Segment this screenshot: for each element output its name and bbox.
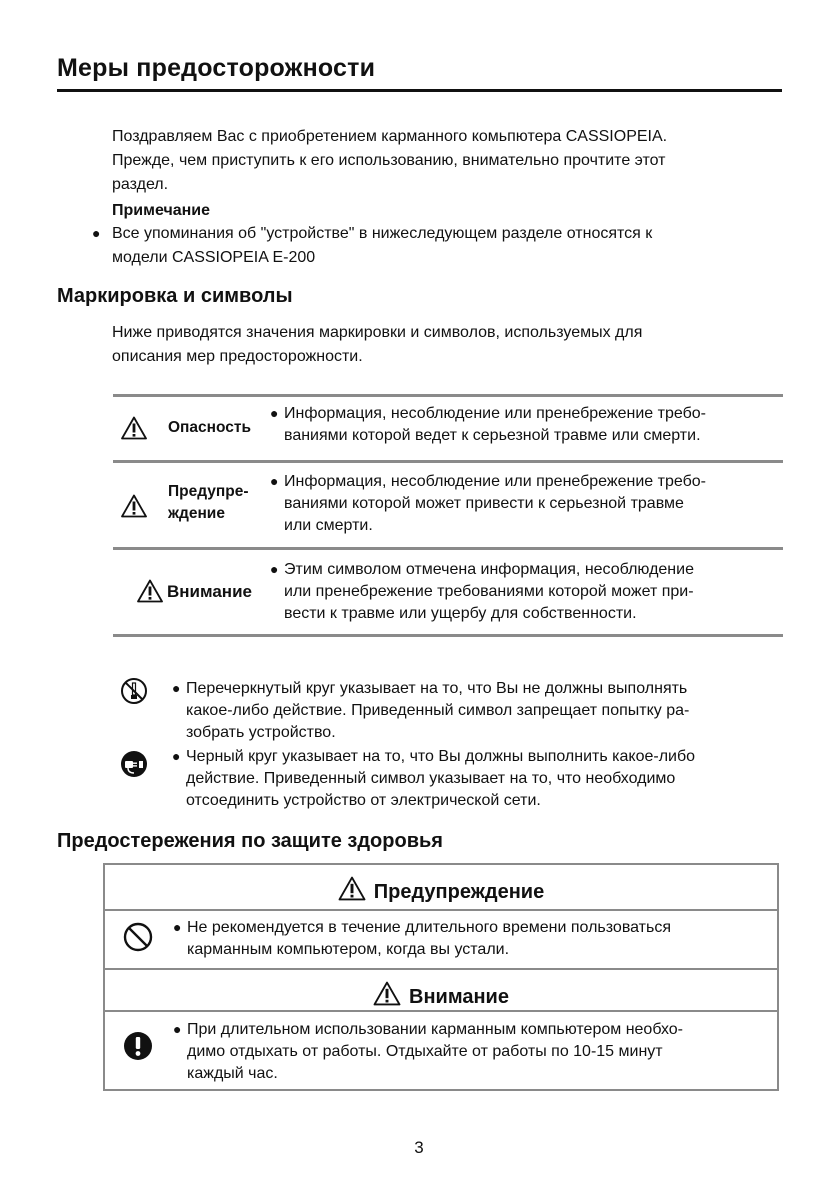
divider <box>113 634 783 637</box>
note-line-1: Все упоминания об "устройстве" в нижеследующем разделе относятся к <box>112 225 653 242</box>
danger-desc-line-1: Информация, несоблюдение или пренебрежение требо- <box>284 405 706 422</box>
note-line-2: модели CASSIOPEIA E-200 <box>112 249 316 266</box>
caution-text-line-3: каждый час. <box>187 1065 278 1082</box>
warning-header <box>105 876 777 904</box>
label-warning-line-1: Предупре- <box>168 483 249 500</box>
prohibited-icon <box>123 922 153 952</box>
bullet-icon: ● <box>172 680 181 696</box>
divider <box>105 909 777 911</box>
symbol-2-line-2: действие. Приведенный символ указывает на то, что необходимо <box>186 770 676 787</box>
symbol-1-line-1: Перечеркнутый круг указывает на то, что Вы не должны выполнять <box>186 680 688 697</box>
section-heading-marking: Маркировка и символы <box>57 285 293 307</box>
caution-header <box>105 981 777 1009</box>
label-caution: Внимание <box>167 582 252 601</box>
caution-text-line-2: димо отдыхать от работы. Отдыхайте от работы по 10-15 минут <box>187 1043 663 1060</box>
bullet-icon: ● <box>173 919 182 935</box>
warning-title: Предупреждение <box>373 881 545 903</box>
title-underline <box>57 89 782 92</box>
warning-triangle-icon <box>121 416 147 440</box>
warning-text-line-1: Не рекомендуется в течение длительного времени пользоваться <box>187 919 672 936</box>
page-number: 3 <box>414 1138 424 1157</box>
divider <box>105 1010 777 1012</box>
bullet-icon: ● <box>270 405 279 421</box>
bullet-icon: ● <box>270 473 279 489</box>
intro-line-2: Прежде, чем приступить к его использованию, внимательно прочтите этот <box>112 152 666 169</box>
intro-line-3: раздел. <box>112 176 169 193</box>
caution-title: Внимание <box>409 986 509 1008</box>
note-label: Примечание <box>112 202 211 219</box>
caution-desc-line-2: или пренебрежение требованиями которой может при- <box>284 583 694 600</box>
bullet-icon: ● <box>92 225 101 241</box>
health-warning-box <box>103 863 779 1091</box>
label-warning-line-2: ждение <box>168 505 225 522</box>
unplug-icon <box>120 750 148 778</box>
bullet-icon: ● <box>270 561 279 577</box>
intro-line-1: Поздравляем Вас с приобретением карманного комьпютера CASSIOPEIA. <box>112 128 668 145</box>
caution-text-line-1: При длительном использовании карманным компьютером необхо- <box>187 1021 683 1038</box>
caution-desc-line-1: Этим символом отмечена информация, несоблюдение <box>284 561 694 578</box>
divider <box>113 547 783 550</box>
bullet-icon: ● <box>172 748 181 764</box>
mandatory-action-icon <box>123 1031 153 1061</box>
danger-desc-line-2: ваниями которой ведет к серьезной травме или смерти. <box>284 427 701 444</box>
marking-intro-line-2: описания мер предосторожности. <box>112 348 363 365</box>
bullet-icon: ● <box>173 1021 182 1037</box>
warning-desc-line-1: Информация, несоблюдение или пренебрежение требо- <box>284 473 706 490</box>
warning-triangle-icon <box>338 876 366 901</box>
symbol-1-line-2: какое-либо действие. Приведенный символ запрещает попытку ра- <box>186 702 690 719</box>
label-danger: Опасность <box>168 419 252 436</box>
symbol-2-line-3: отсоединить устройство от электрической сети. <box>186 792 541 809</box>
page-title: Меры предосторожности <box>57 54 376 82</box>
symbol-2-line-1: Черный круг указывает на то, что Вы должны выполнить какое-либо <box>186 748 696 765</box>
caution-desc-line-3: вести к травме или ущербу для собственности. <box>284 605 637 622</box>
divider <box>113 460 783 463</box>
warning-text-line-2: карманным компьютером, когда вы устали. <box>187 941 510 958</box>
warning-triangle-icon <box>121 494 147 518</box>
warning-desc-line-3: или смерти. <box>284 517 373 534</box>
divider <box>113 394 783 397</box>
marking-intro-line-1: Ниже приводятся значения маркировки и символов, используемых для <box>112 324 643 341</box>
warning-triangle-icon <box>373 981 401 1006</box>
divider <box>105 968 777 970</box>
warning-triangle-icon <box>137 579 163 603</box>
section-heading-health: Предостережения по защите здоровья <box>57 830 443 852</box>
warning-desc-line-2: ваниями которой может привести к серьезной травме <box>284 495 684 512</box>
symbol-1-line-3: зобрать устройство. <box>186 724 336 741</box>
no-disassembly-icon <box>120 677 148 705</box>
